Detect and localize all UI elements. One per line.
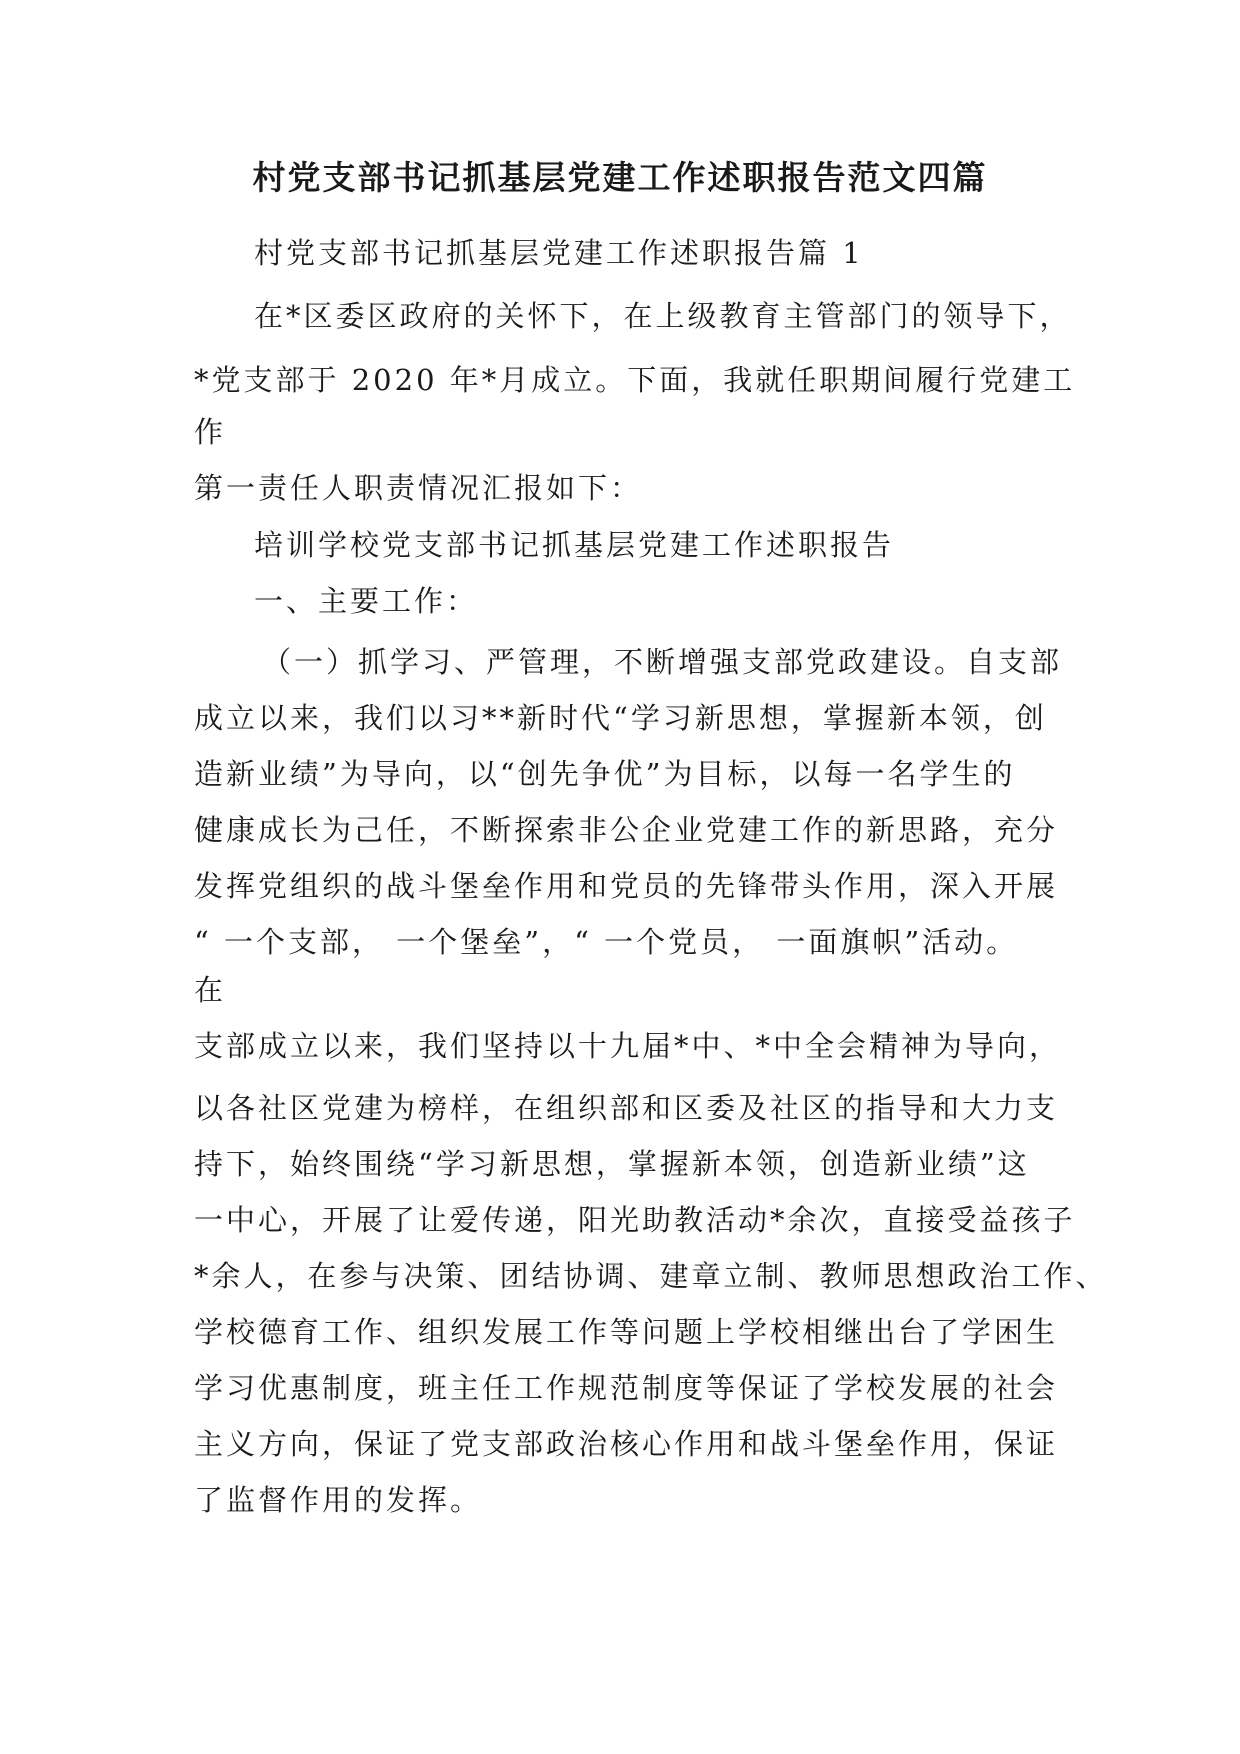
body-line: 学习优惠制度，班主任工作规范制度等保证了学校发展的社会 <box>194 1371 1059 1405</box>
body-line: 发挥党组织的战斗堡垒作用和党员的先锋带头作用，深入开展 <box>194 869 1059 903</box>
body-line: *党支部于 2020 年*月成立。下面，我就任职期间履行党建工 <box>194 363 1076 397</box>
body-line: 学校德育工作、组织发展工作等问题上学校相继出台了学困生 <box>194 1315 1059 1349</box>
subtitle-line: 村党支部书记抓基层党建工作述职报告篇 1 <box>254 236 864 270</box>
section-heading: 一、主要工作： <box>254 584 479 618</box>
body-line: 健康成长为己任，不断探索非公企业党建工作的新思路，充分 <box>194 813 1059 847</box>
body-line: 一中心，开展了让爱传递，阳光助教活动*余次，直接受益孩子 <box>194 1203 1076 1237</box>
body-line: 第一责任人职责情况汇报如下： <box>194 471 643 505</box>
body-line: 以各社区党建为榜样，在组织部和区委及社区的指导和大力支 <box>194 1091 1059 1125</box>
body-line: 培训学校党支部书记抓基层党建工作述职报告 <box>254 528 895 562</box>
document-title: 村党支部书记抓基层党建工作述职报告范文四篇 <box>252 158 988 197</box>
body-line: 在*区委区政府的关怀下，在上级教育主管部门的领导下， <box>254 299 1072 333</box>
body-line: 支部成立以来，我们坚持以十九届*中、*中全会精神为导向， <box>194 1029 1062 1063</box>
body-line: 了监督作用的发挥。 <box>194 1483 483 1517</box>
body-line: 作 <box>194 415 227 449</box>
body-line: “ 一个支部， 一个堡垒”，“ 一个党员， 一面旗帜”活动。 <box>194 925 1019 959</box>
body-line: 主义方向，保证了党支部政治核心作用和战斗堡垒作用，保证 <box>194 1427 1059 1461</box>
body-line: 成立以来，我们以习**新时代“学习新思想，掌握新本领，创 <box>194 701 1047 735</box>
body-line: *余人，在参与决策、团结协调、建章立制、教师思想政治工作、 <box>194 1259 1108 1293</box>
body-line: （一）抓学习、严管理，不断增强支部党政建设。自支部 <box>262 645 1063 679</box>
body-line: 持下，始终围绕“学习新思想，掌握新本领，创造新业绩”这 <box>194 1147 1030 1181</box>
body-line: 造新业绩”为导向，以“创先争优”为目标，以每一名学生的 <box>194 757 1016 791</box>
body-line: 在 <box>194 973 227 1007</box>
